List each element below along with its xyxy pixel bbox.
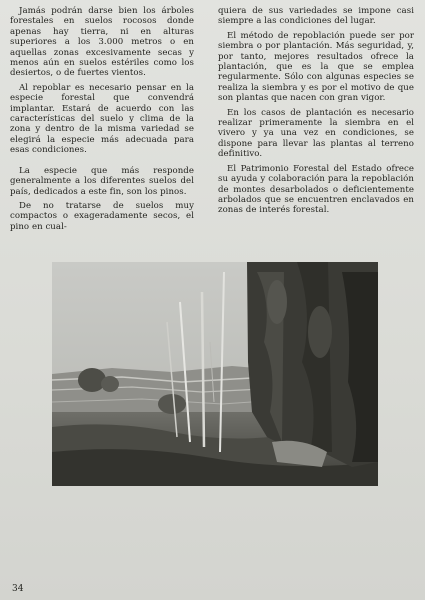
landscape-photo-image [52, 262, 378, 486]
landscape-photo [52, 262, 378, 486]
paragraph: La especie que más responde generalmente a los diferentes suelos del país, dedicados a este fin, son los pinos. [10, 165, 194, 197]
page-number: 34 [12, 584, 24, 594]
left-text-column [10, 6, 194, 236]
paragraph: En los casos de plantación es necesario realizar primeramente la siembra en el vivero y ya una vez en condiciones, se dispone para llevar las plantas al terreno definitivo. [218, 107, 414, 160]
right-text-column [218, 6, 414, 220]
paragraph: De no tratarse de suelos muy compactos o exageradamente secos, el pino en cual- [10, 200, 194, 232]
paragraph: Al repoblar es necesario pensar en la especie forestal que convendrá implantar. Estará de acuerdo con las características del suelo y clima de la zona y dentro de la misma variedad se elegirá la especie más adecuada para esas condiciones. [10, 82, 194, 156]
paragraph: El Patrimonio Forestal del Estado ofrece su ayuda y colaboración para la repoblación de montes desarbolados o deficientemente arbolados que se encuentren enclavados en zonas de interés forestal. [218, 163, 414, 216]
paragraph: quiera de sus variedades se impone casi siempre a las condiciones del lugar. [218, 6, 414, 27]
paragraph: El método de repoblación puede ser por siembra o por plantación. Más seguridad, y, por tanto, mejores resultados ofrece la plantación, que es la que se emplea regularmente. Sólo con algunas especies se realiza la siembra y es por el motivo de que son plantas que nacen con gran vigor. [218, 30, 414, 104]
paragraph: Jamás podrán darse bien los árboles forestales en suelos rocosos donde apenas hay tierra, ni en alturas superiores a los 3.000 metros o en aquellas zonas excesivamente secas y menos aún en suelos estériles como los desiertos, o de fuertes vientos. [10, 6, 194, 79]
